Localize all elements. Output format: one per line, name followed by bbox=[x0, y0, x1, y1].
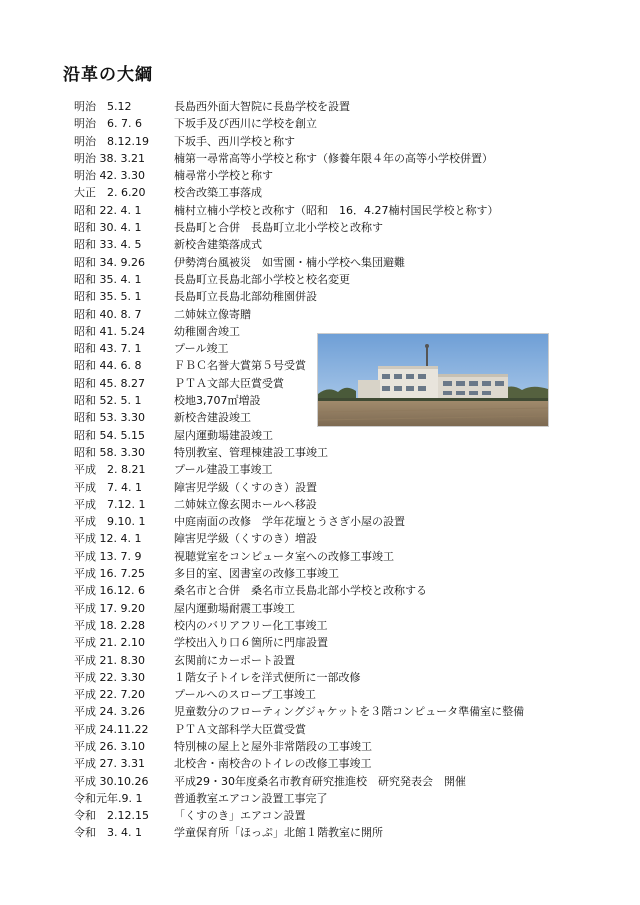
history-entry bbox=[74, 807, 634, 824]
entry-event: 二姉妹立像玄関ホールへ移設 bbox=[174, 497, 317, 511]
entry-date: 平成 16.12. 6 bbox=[74, 584, 145, 598]
entry-date: 平成 27. 3.31 bbox=[74, 757, 145, 771]
entry-event: 多目的室、図書室の改修工事竣工 bbox=[174, 567, 339, 581]
entry-event: 屋内運動場建設竣工 bbox=[174, 428, 273, 442]
entry-date: 平成 16. 7.25 bbox=[74, 567, 145, 581]
entry-event: ＰＴＡ文部大臣賞受賞 bbox=[174, 376, 284, 390]
entry-date: 令和 2.12.15 bbox=[74, 809, 149, 823]
entry-date: 令和元年.9. 1 bbox=[74, 791, 143, 805]
school-building-image bbox=[318, 334, 548, 426]
history-list bbox=[74, 98, 634, 842]
history-entry bbox=[74, 755, 634, 772]
entry-date: 平成 24. 3.26 bbox=[74, 705, 145, 719]
entry-event: ＰＴＡ文部科学大臣賞受賞 bbox=[174, 722, 306, 736]
entry-date: 平成 21. 2.10 bbox=[74, 636, 145, 650]
entry-date: 昭和 58. 3.30 bbox=[74, 445, 145, 459]
entry-date: 平成 9.10. 1 bbox=[74, 515, 146, 529]
history-entry bbox=[74, 150, 634, 167]
history-entry bbox=[74, 115, 634, 132]
history-entry bbox=[74, 496, 634, 513]
entry-event: 下坂手、西川学校と称す bbox=[174, 134, 295, 148]
entry-event: 障害児学級（くすのき）設置 bbox=[174, 480, 317, 494]
history-entry bbox=[74, 669, 634, 686]
entry-date: 平成 7. 4. 1 bbox=[74, 480, 142, 494]
history-entry bbox=[74, 600, 634, 617]
history-entry bbox=[74, 721, 634, 738]
entry-event: 視聴覚室をコンピュータ室への改修工事竣工 bbox=[174, 549, 394, 563]
history-entry bbox=[74, 479, 634, 496]
history-entry bbox=[74, 444, 634, 461]
entry-date: 平成 7.12. 1 bbox=[74, 497, 146, 511]
entry-event: 楠尋常小学校と称す bbox=[174, 169, 273, 183]
history-entry bbox=[74, 427, 634, 444]
entry-event: 北校舎・南校舎のトイレの改修工事竣工 bbox=[174, 757, 372, 771]
entry-date: 昭和 43. 7. 1 bbox=[74, 342, 142, 356]
entry-event: 障害児学級（くすのき）増設 bbox=[174, 532, 317, 546]
entry-event: 下坂手及び西川に学校を創立 bbox=[174, 117, 317, 131]
entry-date: 大正 2. 6.20 bbox=[74, 186, 146, 200]
history-entry bbox=[74, 565, 634, 582]
entry-date: 昭和 22. 4. 1 bbox=[74, 203, 142, 217]
entry-date: 平成 13. 7. 9 bbox=[74, 549, 142, 563]
entry-date: 明治 38. 3.21 bbox=[74, 151, 145, 165]
entry-date: 平成 24.11.22 bbox=[74, 722, 149, 736]
history-entry bbox=[74, 703, 634, 720]
history-entry bbox=[74, 219, 634, 236]
entry-date: 平成 21. 8.30 bbox=[74, 653, 145, 667]
entry-event: 学童保育所「ほっぷ」北館１階教室に開所 bbox=[174, 826, 383, 840]
entry-date: 明治 6. 7. 6 bbox=[74, 117, 142, 131]
history-entry bbox=[74, 202, 634, 219]
history-entry bbox=[74, 133, 634, 150]
entry-event: ＦＢＣ名誉大賞第５号受賞 bbox=[174, 359, 306, 373]
entry-date: 平成 22. 7.20 bbox=[74, 688, 145, 702]
entry-date: 平成 18. 2.28 bbox=[74, 618, 145, 632]
entry-date: 昭和 54. 5.15 bbox=[74, 428, 145, 442]
history-entry bbox=[74, 167, 634, 184]
entry-date: 明治 42. 3.30 bbox=[74, 169, 145, 183]
entry-event: 長島町立長島北部小学校と校名変更 bbox=[174, 272, 350, 286]
entry-event: 伊勢湾台風被災 如雪園・楠小学校へ集団避難 bbox=[174, 255, 405, 269]
history-entry bbox=[74, 530, 634, 547]
entry-event: 中庭南面の改修 学年花壇とうさぎ小屋の設置 bbox=[174, 515, 405, 529]
history-entry bbox=[74, 617, 634, 634]
entry-event: 児童数分のフローティングジャケットを３階コンピュータ準備室に整備 bbox=[174, 705, 525, 719]
page-title: 沿革の大綱 bbox=[63, 65, 153, 85]
history-entry bbox=[74, 98, 634, 115]
entry-date: 昭和 41. 5.24 bbox=[74, 324, 145, 338]
history-entry bbox=[74, 824, 634, 841]
entry-event: 長島町立長島北部幼稚園併設 bbox=[174, 290, 317, 304]
entry-event: 屋内運動場耐震工事竣工 bbox=[174, 601, 295, 615]
entry-event: 校舎改築工事落成 bbox=[174, 186, 262, 200]
entry-date: 平成 22. 3.30 bbox=[74, 670, 145, 684]
history-entry bbox=[74, 184, 634, 201]
entry-event: 特別教室、管理棟建設工事竣工 bbox=[174, 445, 328, 459]
entry-date: 平成 30.10.26 bbox=[74, 774, 149, 788]
entry-date: 昭和 34. 9.26 bbox=[74, 255, 145, 269]
entry-event: 普通教室エアコン設置工事完了 bbox=[174, 791, 328, 805]
entry-event: 新校舎建設竣工 bbox=[174, 411, 251, 425]
entry-event: 平成29・30年度桑名市教育研究推進校 研究発表会 開催 bbox=[174, 774, 466, 788]
history-entry bbox=[74, 634, 634, 651]
entry-date: 平成 12. 4. 1 bbox=[74, 532, 142, 546]
entry-date: 明治 8.12.19 bbox=[74, 134, 149, 148]
history-entry bbox=[74, 790, 634, 807]
history-entry bbox=[74, 582, 634, 599]
entry-date: 平成 2. 8.21 bbox=[74, 463, 146, 477]
entry-date: 昭和 45. 8.27 bbox=[74, 376, 145, 390]
entry-event: 楠村立楠小学校と改称す（昭和 16．4.27楠村国民学校と称す） bbox=[174, 203, 499, 217]
entry-date: 昭和 35. 4. 1 bbox=[74, 272, 142, 286]
history-entry bbox=[74, 236, 634, 253]
entry-event: 長島町と合併 長島町立北小学校と改称す bbox=[174, 221, 383, 235]
entry-date: 平成 26. 3.10 bbox=[74, 739, 145, 753]
entry-event: プールへのスロープ工事竣工 bbox=[174, 688, 316, 702]
history-entry bbox=[74, 686, 634, 703]
entry-date: 昭和 33. 4. 5 bbox=[74, 238, 142, 252]
entry-event: 玄関前にカーポート設置 bbox=[174, 653, 295, 667]
history-entry bbox=[74, 254, 634, 271]
entry-date: 令和 3. 4. 1 bbox=[74, 826, 142, 840]
entry-event: 新校舎建築落成式 bbox=[174, 238, 262, 252]
school-photo bbox=[317, 333, 549, 427]
entry-event: １階女子トイレを洋式便所に一部改修 bbox=[174, 670, 361, 684]
history-entry bbox=[74, 306, 634, 323]
entry-date: 平成 17. 9.20 bbox=[74, 601, 145, 615]
entry-event: 特別棟の屋上と屋外非常階段の工事竣工 bbox=[174, 739, 372, 753]
entry-date: 昭和 53. 3.30 bbox=[74, 411, 145, 425]
entry-date: 昭和 35. 5. 1 bbox=[74, 290, 142, 304]
entry-event: 校内のバリアフリー化工事竣工 bbox=[174, 618, 328, 632]
entry-date: 昭和 40. 8. 7 bbox=[74, 307, 142, 321]
entry-event: プール竣工 bbox=[174, 342, 229, 356]
entry-date: 明治 5.12 bbox=[74, 100, 132, 113]
entry-date: 昭和 52. 5. 1 bbox=[74, 394, 142, 408]
history-entry bbox=[74, 271, 634, 288]
history-entry bbox=[74, 773, 634, 790]
entry-event: プール建設工事竣工 bbox=[174, 463, 273, 477]
entry-event: 「くすのき」エアコン設置 bbox=[174, 809, 306, 823]
history-entry bbox=[74, 513, 634, 530]
history-entry bbox=[74, 652, 634, 669]
entry-event: 長島西外面大智院に長島学校を設置 bbox=[174, 100, 350, 113]
entry-event: 校地3,707㎡増設 bbox=[174, 394, 261, 408]
entry-event: 楠第一尋常高等小学校と称す（修養年限４年の高等小学校併置） bbox=[174, 151, 493, 165]
entry-event: 学校出入り口６箇所に門扉設置 bbox=[174, 636, 328, 650]
entry-event: 二姉妹立像寄贈 bbox=[174, 307, 251, 321]
entry-date: 昭和 30. 4. 1 bbox=[74, 221, 142, 235]
history-entry bbox=[74, 288, 634, 305]
history-entry bbox=[74, 548, 634, 565]
entry-event: 桑名市と合併 桑名市立長島北部小学校と改称する bbox=[174, 584, 427, 598]
history-entry bbox=[74, 461, 634, 478]
entry-event: 幼稚園舎竣工 bbox=[174, 324, 240, 338]
history-entry bbox=[74, 738, 634, 755]
entry-date: 昭和 44. 6. 8 bbox=[74, 359, 142, 373]
